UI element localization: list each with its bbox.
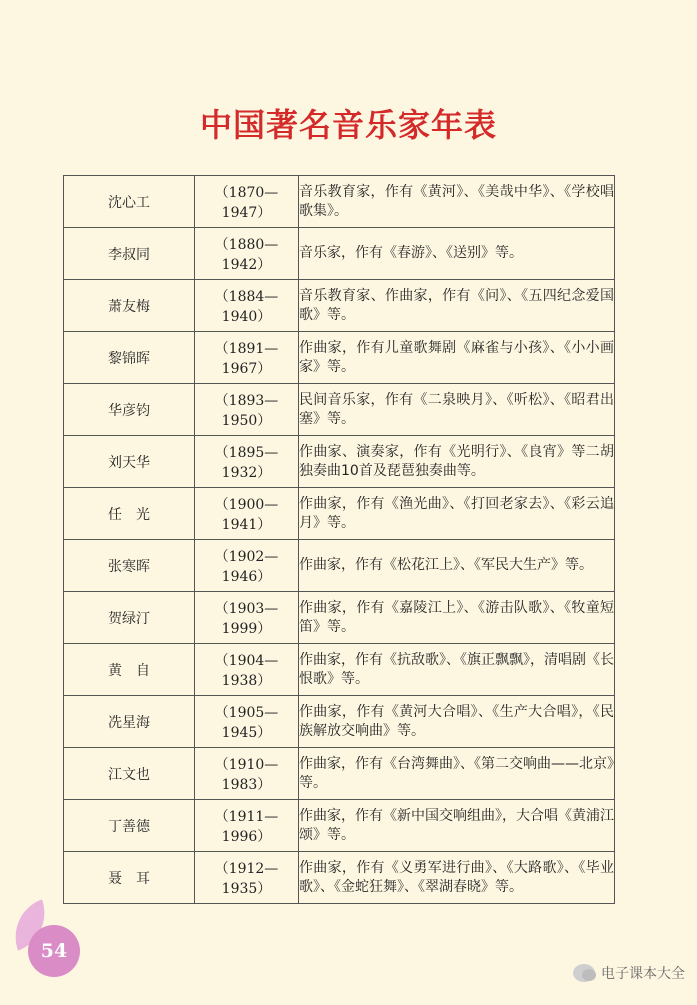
musician-years: （1893—1950）	[195, 384, 299, 436]
musician-name: 刘天华	[64, 436, 195, 488]
musician-years: （1903—1999）	[195, 592, 299, 644]
musician-name: 李叔同	[64, 228, 195, 280]
musician-name: 贺绿汀	[64, 592, 195, 644]
musician-name: 华彦钧	[64, 384, 195, 436]
musician-description: 作曲家，作有儿童歌舞剧《麻雀与小孩》、《小小画家》等。	[299, 332, 615, 384]
musician-years: （1880—1942）	[195, 228, 299, 280]
musician-years: （1902—1946）	[195, 540, 299, 592]
table-row	[64, 436, 615, 488]
musician-name: 任 光	[64, 488, 195, 540]
table-row	[64, 852, 615, 904]
musician-description: 音乐教育家、作曲家，作有《问》、《五四纪念爱国歌》等。	[299, 280, 615, 332]
musician-name: 张寒晖	[64, 540, 195, 592]
musician-name: 江文也	[64, 748, 195, 800]
musician-description: 音乐教育家，作有《黄河》、《美哉中华》、《学校唱歌集》。	[299, 176, 615, 228]
musician-description: 作曲家，作有《渔光曲》、《打回老家去》、《彩云追月》等。	[299, 488, 615, 540]
musician-name: 冼星海	[64, 696, 195, 748]
musician-years: （1884—1940）	[195, 280, 299, 332]
musician-years: （1911—1996）	[195, 800, 299, 852]
musician-name: 黎锦晖	[64, 332, 195, 384]
table-row	[64, 800, 615, 852]
musician-years: （1870—1947）	[195, 176, 299, 228]
musician-description: 音乐家，作有《春游》、《送别》等。	[299, 228, 615, 280]
watermark-text: 电子课本大全	[601, 966, 685, 982]
musician-description: 作曲家，作有《新中国交响组曲》，大合唱《黄浦江颂》等。	[299, 800, 615, 852]
table-row	[64, 748, 615, 800]
musician-description: 民间音乐家，作有《二泉映月》、《听松》、《昭君出塞》等。	[299, 384, 615, 436]
watermark	[573, 963, 685, 983]
musician-years: （1905—1945）	[195, 696, 299, 748]
musician-years: （1900—1941）	[195, 488, 299, 540]
page-title: 中国著名音乐家年表	[199, 106, 497, 144]
table-row	[64, 644, 615, 696]
table-row	[64, 696, 615, 748]
musician-name: 沈心工	[64, 176, 195, 228]
musician-description: 作曲家，作有《抗敌歌》、《旗正飘飘》，清唱剧《长恨歌》等。	[299, 644, 615, 696]
musician-years: （1904—1938）	[195, 644, 299, 696]
musician-description: 作曲家，作有《台湾舞曲》、《第二交响曲——北京》等。	[299, 748, 615, 800]
musician-years: （1912—1935）	[195, 852, 299, 904]
musician-name: 黄 自	[64, 644, 195, 696]
musician-years: （1910—1983）	[195, 748, 299, 800]
table-row	[64, 332, 615, 384]
musician-description: 作曲家，作有《嘉陵江上》、《游击队歌》、《牧童短笛》等。	[299, 592, 615, 644]
musician-name: 聂 耳	[64, 852, 195, 904]
musician-description: 作曲家，作有《黄河大合唱》、《生产大合唱》，《民族解放交响曲》等。	[299, 696, 615, 748]
musician-description: 作曲家，作有《义勇军进行曲》、《大路歌》、《毕业歌》、《金蛇狂舞》、《翠湖春晓》等。	[299, 852, 615, 904]
page-number: 54	[28, 925, 80, 977]
table-row	[64, 280, 615, 332]
musician-table	[63, 175, 615, 904]
musician-years: （1891—1967）	[195, 332, 299, 384]
table-row	[64, 488, 615, 540]
musician-name: 萧友梅	[64, 280, 195, 332]
table-row	[64, 592, 615, 644]
musician-name: 丁善德	[64, 800, 195, 852]
musician-description: 作曲家、演奏家，作有《光明行》、《良宵》等二胡独奏曲10首及琵琶独奏曲等。	[299, 436, 615, 488]
musician-years: （1895—1932）	[195, 436, 299, 488]
musician-table-body	[64, 176, 615, 904]
wechat-icon	[573, 964, 595, 982]
table-row	[64, 540, 615, 592]
musician-description: 作曲家，作有《松花江上》、《军民大生产》等。	[299, 540, 615, 592]
table-row	[64, 384, 615, 436]
table-row	[64, 176, 615, 228]
table-row	[64, 228, 615, 280]
